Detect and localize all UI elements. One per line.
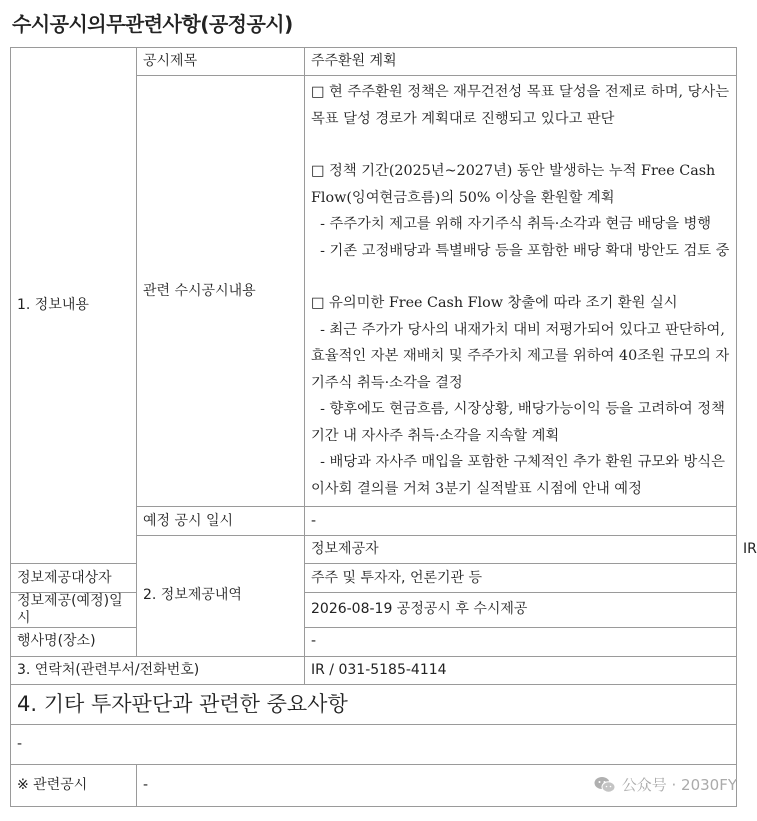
audience-value: 주주 및 투자자, 언론기관 등 [305,564,737,593]
section4-value: - [11,724,737,764]
event-label: 행사명(장소) [11,627,137,656]
content-line: 기주식 취득·소각을 결정 [311,374,463,391]
content-label: 관련 수시공시내용 [137,76,305,507]
title-value: 주주환원 계획 [305,48,737,76]
watermark [594,774,737,795]
schedule-label: 예정 공시 일시 [137,507,305,536]
content-line: □ 현 주주환원 정책은 재무건전성 목표 달성을 전제로 하며, 당사는 [311,84,730,100]
related-value: - [137,764,737,806]
content-line: □ 유의미한 Free Cash Flow 창출에 따라 조기 환원 실시 [311,295,678,311]
related-label: ※ 관련공시 [11,764,137,806]
provide-date-label: 정보제공(예정)일시 [11,593,137,628]
content-line: - 주주가치 제고를 위해 자기주식 취득·소각과 현금 배당을 병행 [311,216,712,232]
wechat-icon [594,776,616,794]
schedule-value: - [305,507,737,536]
content-line: 목표 달성 경로가 계획대로 진행되고 있다고 판단 [311,110,615,127]
content-line: 이사회 결의를 거쳐 3분기 실적발표 시점에 안내 예정 [311,480,642,497]
content-line: 효율적인 자본 재배치 및 주주가치 제고를 위하여 40조원 규모의 자 [311,348,730,364]
content-body [305,76,737,507]
disclosure-table: 1. 정보내용 공시제목 주주환원 계획 관련 수시공시내용 □ 현 주주환원 정책은 재무건전성 목표 달성을 전제로 하며, 당사는 목표 달성 경로가 계획대로 진행되고 있다고 판단 □ 정책 기간(2025년~2027년) 동안 발생하는 누적 Free Cash Flow(잉여현금흐름)의 50% 이상을 환원할 계획 - 주주가치 제고를 위해 자기주식 취득·소각과 현금 배당을 병행 - 기존 고정배당과 특별배당 등을 포함한 배당 확대 방안도 검토 중 □ 유의미한 Free Cash Flow 창출에 따라 조기 환원 실시 - 최근 주가가 당사의 내재가치 대비 저평가되어 있다고 판단하여, 효율적인 자본 재배치 및 주주가치 제고를 위하여 40조원 규모의 자 기주식 취득·소각을 결정 - 향후에도 현금흐름, 시장상황, 배당가능이익 등을 고려하여 정책 기간 내 자사주 취득·소각을 지속할 계획 - 배당과 자사주 매입을 포함한 구체적인 추가 환원 규모와 방식은 이사회 결의를 거쳐 3분기 실적발표 시점에 안내 예정 예정 공시 일시 - 2. 정보제공내역 정보제공자 IR 정보제공대상자 주주 및 투자자, 언론기관 등 정보제공(예정)일시 2026-08-19 공정공시 후 수시제공 행사명(장소) - 3. 연락처(관련부서/전화번호) IR / 031-5185-4114 4. 기타 투자판단과 관련한 중요사항 - ※ 관련공시 - [10,47,737,807]
content-spacer [311,264,730,290]
content-line: - 최근 주가가 당사의 내재가치 대비 저평가되어 있다고 판단하여, [311,321,725,338]
content-line: - 기존 고정배당과 특별배당 등을 포함한 배당 확대 방안도 검토 중 [311,242,730,259]
contact-value: IR / 031-5185-4114 [305,656,737,684]
watermark-text: 公众号 · 2030FY [621,776,737,794]
provider-label: 정보제공자 [305,536,737,564]
section2-label: 2. 정보제공내역 [137,536,305,657]
page-title: 수시공시의무관련사항(공정공시) [12,12,293,36]
audience-label: 정보제공대상자 [11,564,137,593]
content-line: - 배당과 자사주 매입을 포함한 구체적인 추가 환원 규모와 방식은 [311,454,725,470]
content-line: - 향후에도 현금흐름, 시장상황, 배당가능이익 등을 고려하여 정책 [311,401,725,417]
provide-date-value: 2026-08-19 공정공시 후 수시제공 [305,593,737,628]
title-label: 공시제목 [137,48,305,76]
content-line: Flow(잉여현금흐름)의 50% 이상을 환원할 계획 [311,189,615,206]
section1-label: 1. 정보내용 [11,48,137,564]
event-value: - [305,627,737,656]
content-line: □ 정책 기간(2025년~2027년) 동안 발생하는 누적 Free Cash [311,163,716,179]
content-spacer [311,132,730,158]
section4-heading: 4. 기타 투자판단과 관련한 중요사항 [11,684,737,724]
content-line: 기간 내 자사주 취득·소각을 지속할 계획 [311,427,560,444]
contact-label: 3. 연락처(관련부서/전화번호) [11,656,305,684]
